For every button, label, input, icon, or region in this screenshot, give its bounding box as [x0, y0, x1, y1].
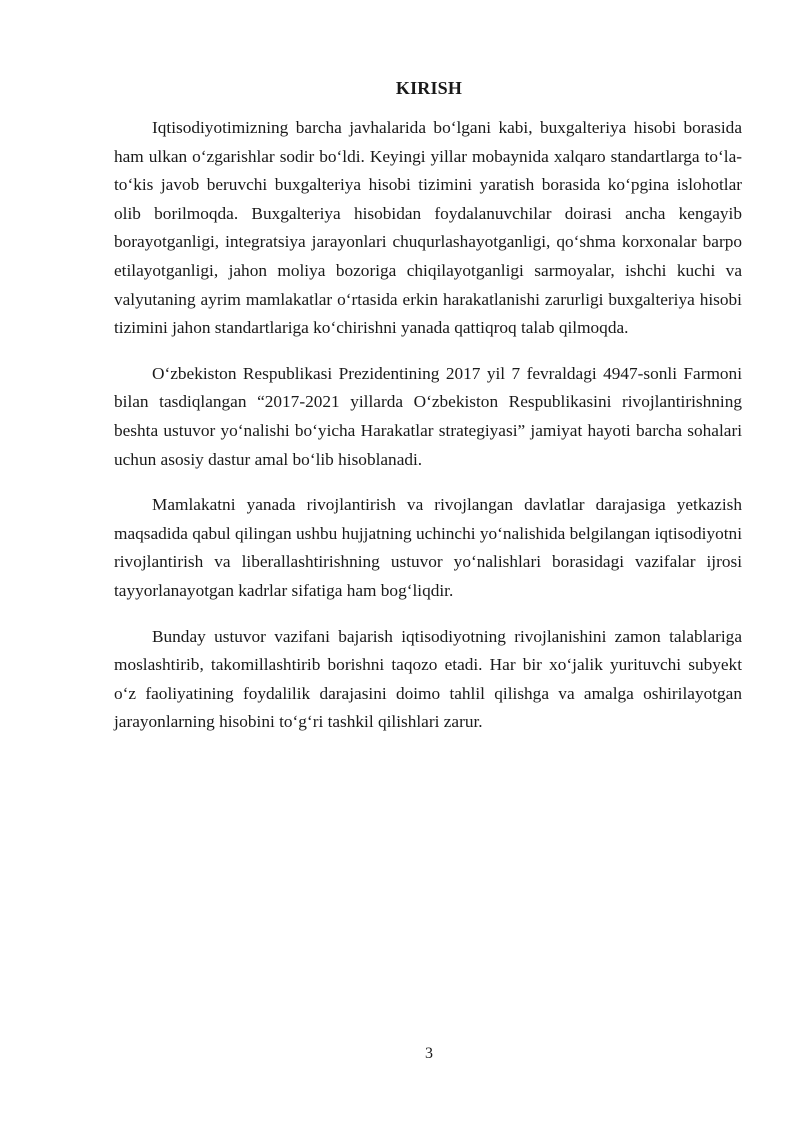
- paragraph: Bunday ustuvor vazifani bajarish iqtisodiyotning rivojlanishini zamon talablariga moslashtirib, takomillashtirib borishni taqozo etadi. Har bir xo‘jalik yurituvchi subyekt o‘z faoliyatining foydalilik darajasini doimo tahlil qilishga va amalga oshirilayotgan jarayonlarning hisobini to‘g‘ri tashkil qilishlari zarur.: [114, 626, 742, 732]
- paragraph: O‘zbekiston Respublikasi Prezidentining 2017 yil 7 fevraldagi 4947-sonli Farmoni bilan tasdiqlangan “2017-2021 yillarda O‘zbekiston Respublikasini rivojlantirishning beshta ustuvor yo‘nalishi bo‘yicha Harakatlar strategiyasi” jamiyat hayoti barcha sohalari uchun asosiy dastur amal bo‘lib hisoblanadi.: [114, 363, 742, 469]
- section-heading: KIRISH: [395, 78, 463, 98]
- paragraph: Mamlakatni yanada rivojlantirish va rivojlangan davlatlar darajasiga yetkazish maqsadida qabul qilingan ushbu hujjatning uchinchi yo‘nalishida belgilangan iqtisodiyotni rivojlantirish va liberallashtirishning ustuvor yo‘nalishlari borasidagi vazifalar ijrosi tayyorlanayotgan kadrlar sifatiga ham bog‘liqdir.: [114, 495, 742, 600]
- body-text: [114, 114, 742, 754]
- paragraph: Iqtisodiyotimizning barcha javhalarida bo‘lgani kabi, buxgalteriya hisobi borasida ham ulkan o‘zgarishlar sodir bo‘ldi. Keyingi yillar mobaynida xalqaro standartlarga to‘la-to‘kis javob beruvchi buxgalteriya hisobi tizimini yaratish borasida ko‘pgina islohotlar olib borilmoqda. Buxgalteriya hisobidan foydalanuvchilar doirasi ancha kengayib borayotganligi, integratsiya jarayonlari chuqurlashayotganligi, qo‘shma korxonalar barpo etilayotganligi, jahon moliya bozoriga chiqilayotganligi sarmoyalar, ishchi kuchi va valyutaning ayrim mamlakatlar o‘rtasida erkin harakatlanishi zarurligi buxgalteriya hisobi tizimini jahon standartlariga ko‘chirishni yanada qattiqroq talab qilmoqda.: [114, 118, 742, 338]
- page-number: 3: [425, 1045, 433, 1062]
